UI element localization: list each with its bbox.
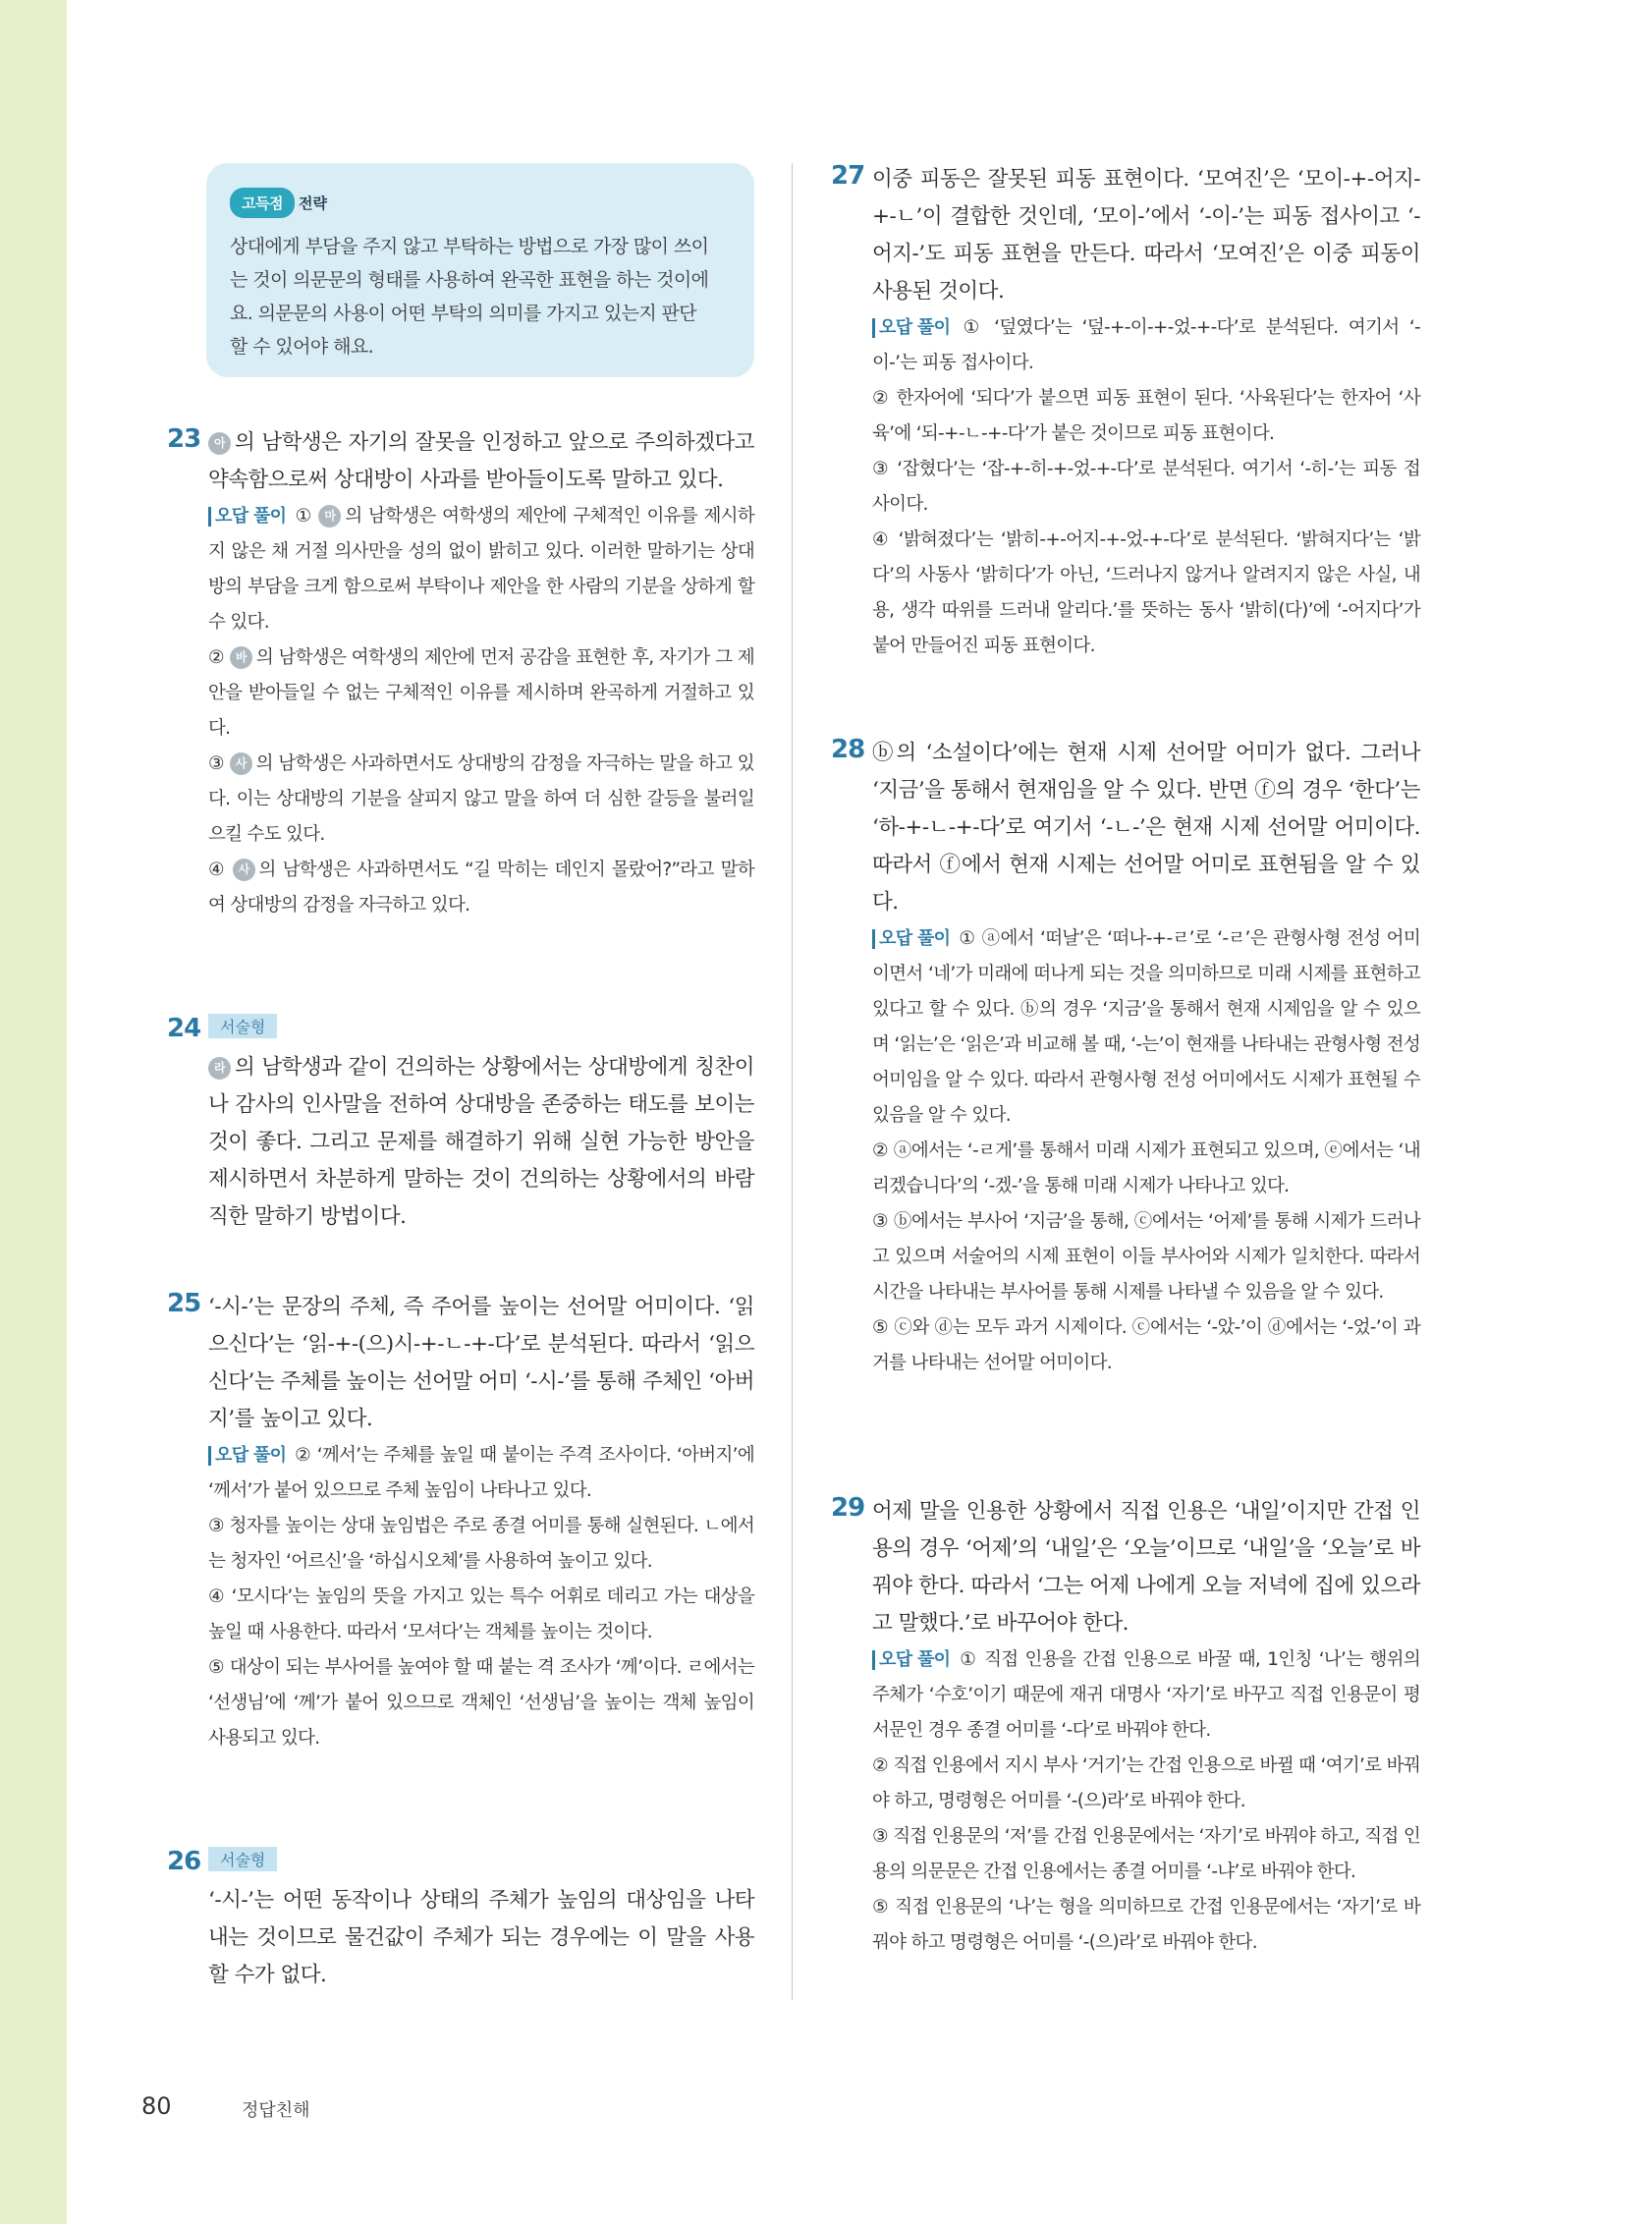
wrong-explanation <box>208 853 754 923</box>
wrong-explanation <box>872 310 1420 381</box>
wrong-explanation: ② ⓐ에서는 ‘-ㄹ게’를 통해서 미래 시제가 표현되고 있으며, ⓔ에서는 ‘내리겠습니다’의 ‘-겠-’을 통해 미래 시제가 나타나고 있다. <box>872 1140 1420 1196</box>
marker-circle: 사 <box>230 752 252 775</box>
answer-main: ‘-시-’는 어떤 동작이나 상태의 주체가 높임의 대상임을 나타내는 것이므로 물건값이 주체가 되는 경우에는 이 말을 사용할 수가 없다. <box>208 1888 754 1987</box>
answer-28 <box>831 735 1420 1381</box>
side-color-band <box>0 0 67 2224</box>
question-number: 28 <box>831 735 865 764</box>
wrong-explanation <box>872 1642 1420 1749</box>
wrong-explanation: ⑤ 대상이 되는 부사어를 높여야 할 때 붙는 격 조사가 ‘께’이다. ㄹ에서는 ‘선생님’에 ‘께’가 붙어 있으므로 객체인 ‘선생님’을 높이는 객체 높임이 사용되고 있다. <box>208 1657 754 1749</box>
marker-circle: 라 <box>208 1057 231 1080</box>
wrong-answer-label: 오답 풀이 <box>208 1446 286 1466</box>
wrong-explanation <box>208 499 754 640</box>
answer-23 <box>167 424 754 923</box>
wrong-explanation: ③ ⓑ에서는 부사어 ‘지금’을 통해, ⓒ에서는 ‘어제’를 통해 시제가 드러나고 있으며 서술어의 시제 표현이 이들 부사어와 시제가 일치한다. 따라서 시간을 나타내는 부사어를 통해 시제를 나타낼 수 있음을 알 수 있다. <box>872 1211 1420 1303</box>
question-number: 24 <box>167 1014 201 1043</box>
tip-header <box>230 183 731 222</box>
wrong-answer-label: 오답 풀이 <box>208 507 286 527</box>
tip-line: 요. 의문문의 사용이 어떤 부탁의 의미를 가지고 있는지 판단 <box>230 303 697 324</box>
wrong-answer-label: 오답 풀이 <box>872 318 950 338</box>
tip-badge: 고득점 <box>230 188 295 218</box>
tip-line: 할 수 있어야 해요. <box>230 336 374 358</box>
tag-row <box>208 1847 754 1882</box>
answer-27 <box>831 161 1420 664</box>
column-divider <box>792 163 793 2000</box>
wrong-answer-label: 오답 풀이 <box>872 929 950 949</box>
answer-main <box>208 1049 754 1236</box>
wrong-explanation: ③ ‘잡혔다’는 ‘잡-+-히-+-었-+-다’로 분석된다. 여기서 ‘-히-’는 피동 접사이다. <box>872 459 1420 515</box>
wrong-explanation: ② 한자어에 ‘되다’가 붙으면 피동 표현이 된다. ‘사육된다’는 한자어 ‘사육’에 ‘되-+-ㄴ-+-다’가 붙은 것이므로 피동 표현이다. <box>872 388 1420 444</box>
question-number: 23 <box>167 424 201 454</box>
answer-29 <box>831 1493 1420 1961</box>
wrong-explanation: ④ ‘밝혀졌다’는 ‘밝히-+-어지-+-었-+-다’로 분석된다. ‘밝혀지다’는 ‘밝다’의 사동사 ‘밝히다’가 아닌, ‘드러나지 않거나 알려지지 않은 사실, 내용, 생각 따위를 드러내 알리다.’를 뜻하는 동사 ‘밝히(다)’에 ‘-어지다’가 붙어 만들어진 피동 표현이다. <box>872 529 1420 656</box>
wrong-explanation: ③ 청자를 높이는 상대 높임법은 주로 종결 어미를 통해 실현된다. ㄴ에서는 청자인 ‘어르신’을 ‘하십시오체’를 사용하여 높이고 있다. <box>208 1516 754 1572</box>
marker-circle: 아 <box>208 432 231 455</box>
tag-row <box>208 1014 754 1049</box>
answer-24 <box>167 1014 754 1236</box>
essay-tag: 서술형 <box>208 1014 277 1038</box>
item-prefix: ③ <box>208 753 225 774</box>
wrong-explanation <box>208 1438 754 1509</box>
footer-label: 정답친해 <box>242 2100 310 2121</box>
essay-tag: 서술형 <box>208 1847 277 1871</box>
marker-circle: 마 <box>318 505 341 528</box>
answer-main: 어제 말을 인용한 상황에서 직접 인용은 ‘내일’이지만 간접 인용의 경우 ‘어제’의 ‘내일’은 ‘오늘’이므로 ‘내일’을 ‘오늘’로 바꿔야 한다. 따라서 ‘그는 어제 나에게 오늘 저녁에 집에 있으라고 말했다.’로 바꾸어야 한다. <box>872 1499 1420 1636</box>
wrong-explanation: ④ ‘모시다’는 높임의 뜻을 가지고 있는 특수 어휘로 데리고 가는 대상을 높일 때 사용한다. 따라서 ‘모셔다’는 객체를 높이는 것이다. <box>208 1586 754 1642</box>
explanation-text: 의 남학생은 사과하면서도 “길 막히는 데인지 몰랐어?”라고 말하여 상대방의 감정을 자극하고 있다. <box>208 860 754 916</box>
wrong-answer-label: 오답 풀이 <box>872 1650 950 1670</box>
marker-circle: 사 <box>233 859 255 881</box>
wrong-explanation: ⑤ ⓒ와 ⓓ는 모두 과거 시제이다. ⓒ에서는 ‘-았-’이 ⓓ에서는 ‘-었-’이 과거를 나타내는 선어말 어미이다. <box>872 1317 1420 1373</box>
answer-main: ‘-시-’는 문장의 주체, 즉 주어를 높이는 선어말 어미이다. ‘읽으신다’는 ‘읽-+-(으)시-+-ㄴ-+-다’로 분석된다. 따라서 ‘읽으신다’는 주체를 높이는 선어말 어미 ‘-시-’를 통해 주체인 ‘아버지’를 높이고 있다. <box>208 1295 754 1431</box>
item-prefix: ④ <box>208 860 226 880</box>
tip-box <box>206 163 754 377</box>
answer-26 <box>167 1847 754 1994</box>
answer-25 <box>167 1289 754 1756</box>
question-number: 27 <box>831 161 865 191</box>
wrong-explanation: ③ 직접 인용문의 ‘저’를 간접 인용문에서는 ‘자기’로 바꿔야 하고, 직접 인용의 의문문은 간접 인용에서는 종결 어미를 ‘-냐’로 바꿔야 한다. <box>872 1826 1420 1882</box>
item-prefix: ② <box>208 647 225 668</box>
item-prefix: ① <box>294 506 312 527</box>
answer-main: ⓑ의 ‘소설이다’에는 현재 시제 선어말 어미가 없다. 그러나 ‘지금’을 통해서 현재임을 알 수 있다. 반면 ⓕ의 경우 ‘한다’는 ‘하-+-ㄴ-+-다’로 여기서 ‘-ㄴ-’은 현재 시제 선어말 어미이다. 따라서 ⓕ에서 현재 시제는 선어말 어미로 표현됨을 알 수 있다. <box>872 741 1420 915</box>
question-number: 29 <box>831 1493 865 1523</box>
answer-main: 이중 피동은 잘못된 피동 표현이다. ‘모여진’은 ‘모이-+-어지-+-ㄴ’이 결합한 것인데, ‘모이-’에서 ‘-이-’는 피동 접사이고 ‘-어지-’도 피동 표현을 만든다. 따라서 ‘모여진’은 이중 피동이 사용된 것이다. <box>872 167 1420 304</box>
answer-text: 의 남학생과 같이 건의하는 상황에서는 상대방에게 칭찬이나 감사의 인사말을 전하여 상대방을 존중하는 태도를 보이는 것이 좋다. 그리고 문제를 해결하기 위해 실현 가능한 방안을 제시하면서 차분하게 말하는 것이 건의하는 상황에서의 바람직한 말하기 방법이다. <box>208 1055 754 1229</box>
answer-main <box>208 424 754 499</box>
page-number: 80 <box>141 2092 172 2120</box>
explanation-text: ① ⓐ에서 ‘떠날’은 ‘떠나-+-ㄹ’로 ‘-ㄹ’은 관형사형 전성 어미이면서 ‘네’가 미래에 떠나게 되는 것을 의미하므로 미래 시제를 표현하고 있다고 할 수 있다. ⓑ의 경우 ‘지금’을 통해서 현재 시제임을 알 수 있으며 ‘읽는’은 ‘읽은’과 비교해 볼 때, ‘-는’이 현재를 나타내는 관형사형 전성 어미임을 알 수 있다. 따라서 관형사형 전성 어미에서도 시제가 표현될 수 있음을 알 수 있다. <box>872 928 1420 1126</box>
tip-line: 상대에게 부담을 주지 않고 부탁하는 방법으로 가장 많이 쓰이 <box>230 236 709 257</box>
wrong-explanation <box>872 921 1420 1134</box>
explanation-text: 의 남학생은 사과하면서도 상대방의 감정을 자극하는 말을 하고 있다. 이는 상대방의 기분을 살피지 않고 말을 하여 더 심한 갈등을 불러일으킬 수도 있다. <box>208 753 754 845</box>
marker-circle: 바 <box>230 646 252 669</box>
wrong-explanation: ② 직접 인용에서 지시 부사 ‘거기’는 간접 인용으로 바뀔 때 ‘여기’로 바꿔야 하고, 명령형은 어미를 ‘-(으)라’로 바꿔야 한다. <box>872 1755 1420 1811</box>
wrong-explanation <box>208 747 754 853</box>
tip-strategy-label: 전략 <box>298 194 327 212</box>
question-number: 25 <box>167 1289 201 1318</box>
explanation-text: ② ‘께서’는 주체를 높일 때 붙이는 주격 조사이다. ‘아버지’에 ‘께서’가 붙어 있으므로 주체 높임이 나타나고 있다. <box>208 1445 754 1501</box>
wrong-explanation <box>208 640 754 747</box>
explanation-text: ① ‘덮였다’는 ‘덮-+-이-+-었-+-다’로 분석된다. 여기서 ‘-이-’는 피동 접사이다. <box>872 317 1420 373</box>
tip-line: 는 것이 의문문의 형태를 사용하여 완곡한 표현을 하는 것이에 <box>230 269 709 291</box>
explanation-text: ① 직접 인용을 간접 인용으로 바꿀 때, 1인칭 ‘나’는 행위의 주체가 ‘수호’이기 때문에 재귀 대명사 ‘자기’로 바꾸고 직접 인용문이 평서문인 경우 종결 어미를 ‘-다’로 바꿔야 한다. <box>872 1649 1420 1741</box>
explanation-text: 의 남학생은 여학생의 제안에 구체적인 이유를 제시하지 않은 채 거절 의사만을 성의 없이 밝히고 있다. 이러한 말하기는 상대방의 부담을 크게 함으로써 부탁이나 제안을 한 사람의 기분을 상하게 할 수 있다. <box>208 506 754 633</box>
question-number: 26 <box>167 1847 201 1876</box>
wrong-explanation: ⑤ 직접 인용문의 ‘나’는 형을 의미하므로 간접 인용문에서는 ‘자기’로 바꿔야 하고 명령형은 어미를 ‘-(으)라’로 바꿔야 한다. <box>872 1897 1420 1953</box>
explanation-text: 의 남학생은 여학생의 제안에 먼저 공감을 표현한 후, 자기가 그 제안을 받아들일 수 없는 구체적인 이유를 제시하며 완곡하게 거절하고 있다. <box>208 647 755 739</box>
answer-text: 의 남학생은 자기의 잘못을 인정하고 앞으로 주의하겠다고 약속함으로써 상대방이 사과를 받아들이도록 말하고 있다. <box>208 430 754 492</box>
